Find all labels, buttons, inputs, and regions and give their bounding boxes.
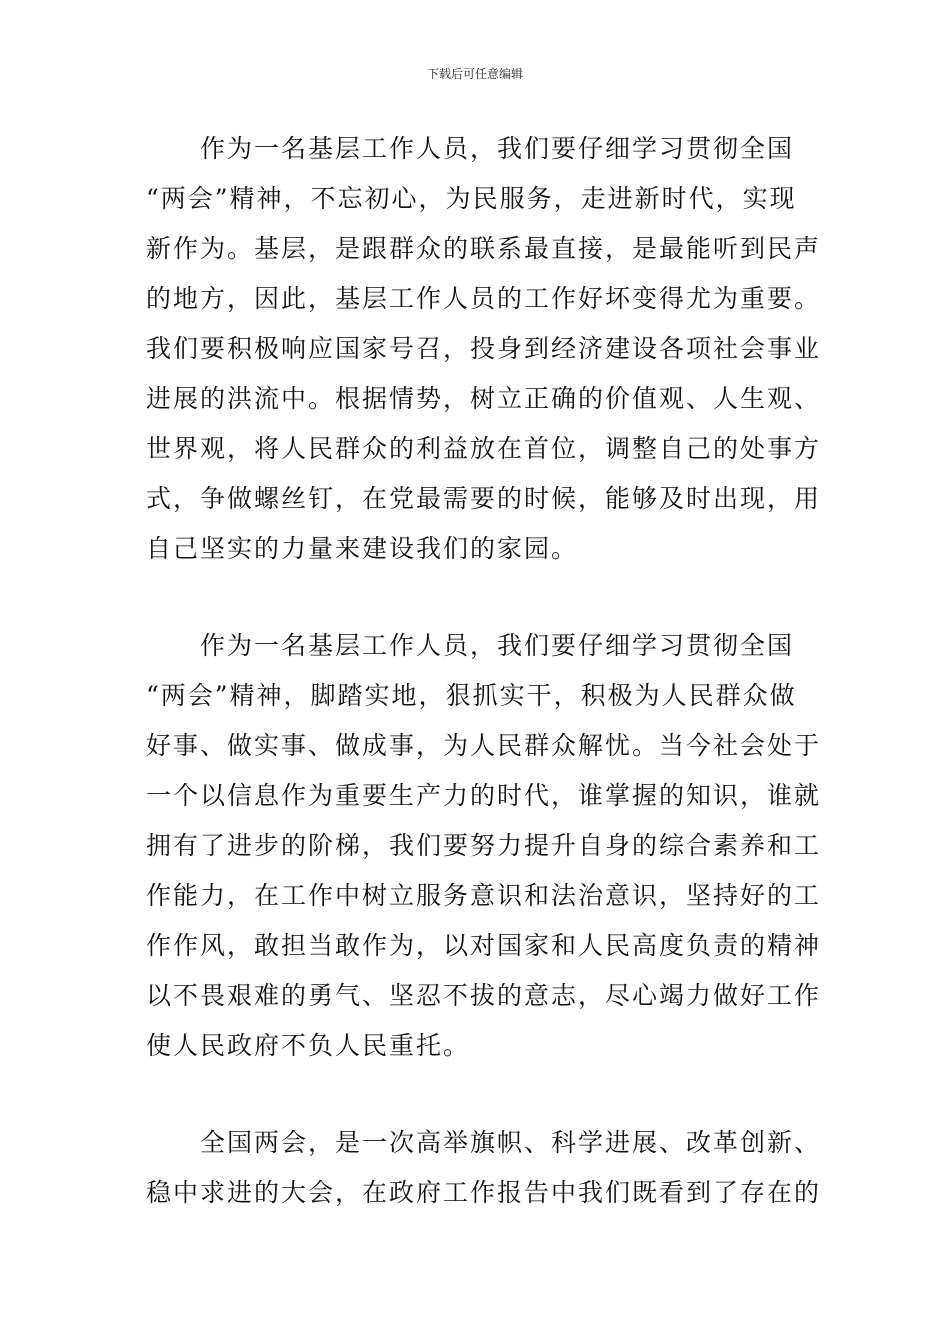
page-header: 下载后可任意编辑 (426, 67, 523, 81)
text-line: 作作风，敢担当敢作为，以对国家和人民高度负责的精神 (146, 931, 822, 960)
paragraph-1 (146, 124, 822, 574)
text-line: 拥有了进步的阶梯，我们要努力提升自身的综合素养和工 (146, 831, 822, 860)
text-line: 自己坚实的力量来建设我们的家园。 (146, 534, 579, 563)
text-line: 稳中求进的大会，在政府工作报告中我们既看到了存在的 (146, 1178, 822, 1207)
paragraph-3 (146, 1118, 822, 1218)
text-line: 作能力，在工作中树立服务意识和法治意识，坚持好的工 (146, 881, 822, 910)
text-line: 全国两会，是一次高举旗帜、科学进展、改革创新、 (200, 1128, 822, 1157)
text-line: 式，争做螺丝钉，在党最需要的时候，能够及时出现，用 (146, 484, 822, 513)
text-line: 作为一名基层工作人员，我们要仔细学习贯彻全国 (200, 631, 795, 660)
text-line: 作为一名基层工作人员，我们要仔细学习贯彻全国 (200, 134, 795, 163)
text-line: 好事、做实事、做成事，为人民群众解忧。当今社会处于 (146, 731, 822, 760)
text-line: “两会”精神，脚踏实地，狠抓实干，积极为人民群众做 (146, 681, 797, 710)
text-line: 以不畏艰难的勇气、坚忍不拔的意志，尽心竭力做好工作 (146, 981, 822, 1010)
text-line: 我们要积极响应国家号召，投身到经济建设各项社会事业 (146, 334, 822, 363)
text-line: 使人民政府不负人民重托。 (146, 1031, 471, 1060)
text-line: 的地方，因此，基层工作人员的工作好坏变得尤为重要。 (146, 284, 822, 313)
text-line: 一个以信息作为重要生产力的时代，谁掌握的知识，谁就 (146, 781, 822, 810)
text-line: 世界观，将人民群众的利益放在首位，调整自己的处事方 (146, 434, 822, 463)
text-line: 进展的洪流中。根据情势，树立正确的价值观、人生观、 (146, 384, 822, 413)
text-line: “两会”精神，不忘初心，为民服务，走进新时代，实现 (146, 184, 797, 213)
paragraph-2 (146, 621, 822, 1071)
text-line: 新作为。基层，是跟群众的联系最直接，是最能听到民声 (146, 234, 822, 263)
